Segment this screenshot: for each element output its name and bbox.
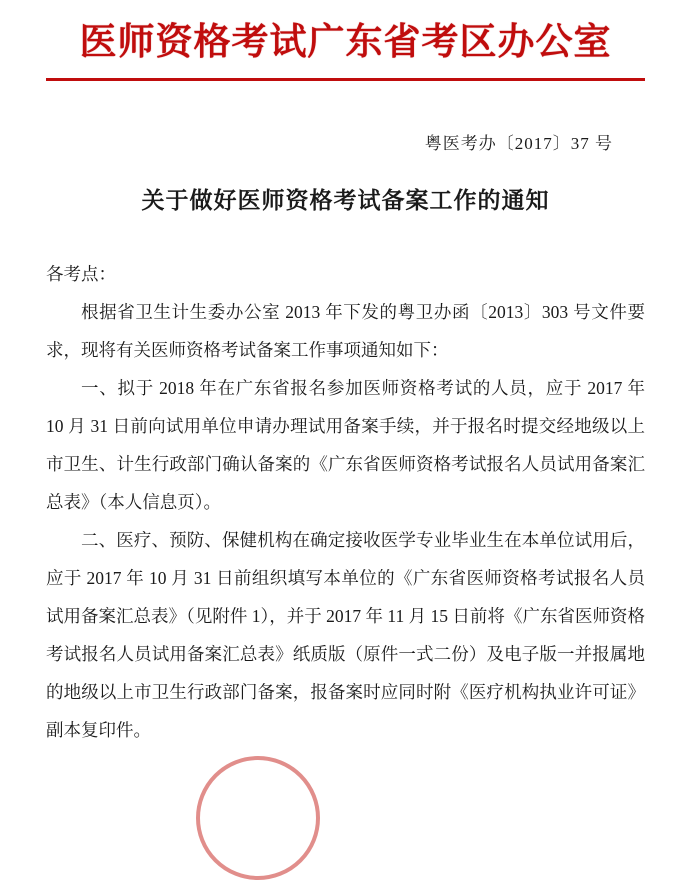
document-number: 粤医考办〔2017〕37 号 [424, 134, 613, 154]
document-body [46, 255, 645, 749]
masthead-title: 医师资格考试广东省考区办公室 [79, 19, 612, 63]
salutation: 各考点： [46, 264, 116, 285]
body-paragraph-2: 一、拟于 2018 年在广东省报名参加医师资格考试的人员，应于 2017 年 10 月 31 日前向试用单位申请办理试用备案手续，并于报名时提交经地级以上市卫生、计生行政部门确认备案的《广东省医师资格考试报名人员试用备案汇总表》（本人信息页）。 [46, 378, 645, 513]
masthead-divider [46, 78, 645, 81]
official-seal [196, 756, 320, 880]
body-paragraph-3: 二、医疗、预防、保健机构在确定接收医学专业毕业生在本单位试用后，应于 2017 年 10 月 31 日前组织填写本单位的《广东省医师资格考试报名人员试用备案汇总表》（见附件 1），并于 2017 年 11 月 15 日前将《广东省医师资格考试报名人员试用备案汇总表》纸质版（原件一式二份）及电子版一并报属地的地级以上市卫生行政部门备案，报备案时应同时附《医疗机构执业许可证》副本复印件。 [46, 530, 645, 741]
body-paragraph-1: 根据省卫生计生委办公室 2013 年下发的粤卫办函〔2013〕303 号文件要求，现将有关医师资格考试备案工作事项通知如下： [46, 302, 645, 361]
masthead [46, 0, 645, 81]
document-title: 关于做好医师资格考试备案工作的通知 [141, 187, 550, 215]
